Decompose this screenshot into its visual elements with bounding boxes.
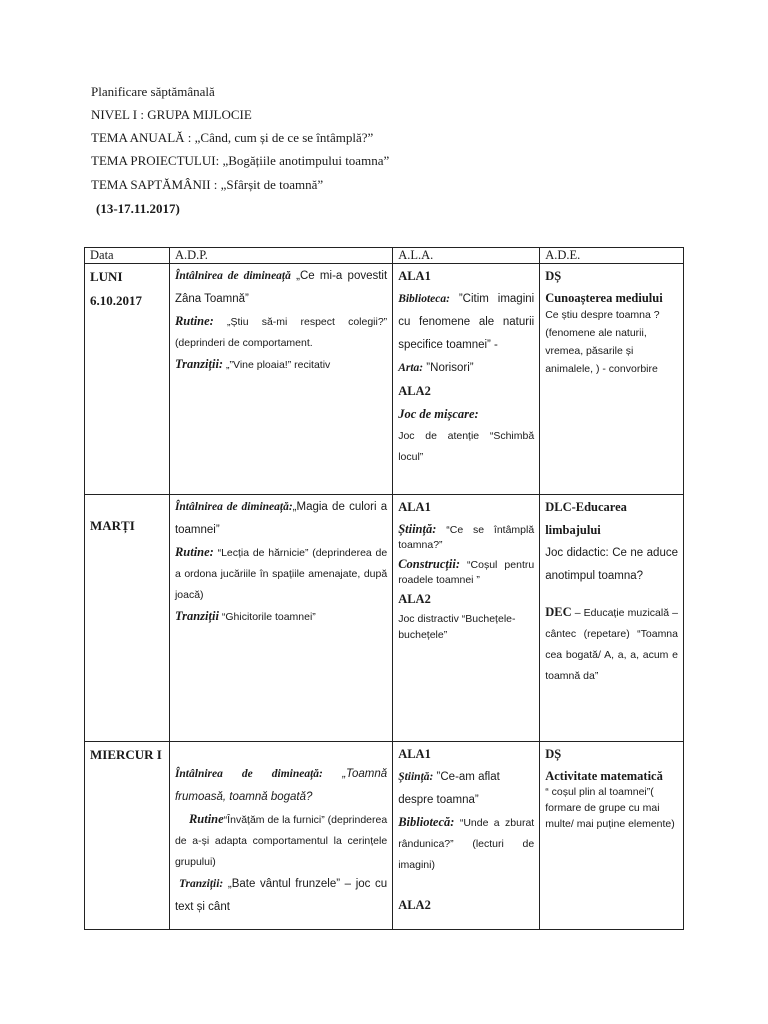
ala2-label: ALA2 bbox=[398, 898, 431, 912]
ala1-label: ALA1 bbox=[398, 269, 431, 283]
biblioteca-label: Bibliotecă: bbox=[398, 815, 455, 829]
day-label: MARȚI bbox=[90, 518, 135, 533]
ade-cell bbox=[540, 742, 684, 930]
ds-label: DȘ bbox=[545, 269, 562, 283]
dlc-label: DLC-Educarea limbajului bbox=[545, 500, 627, 537]
intalnire-text: „Ce mi-a povestit Zâna Toamnă” bbox=[174, 270, 388, 305]
rutine-entry bbox=[175, 542, 387, 606]
ala1-label: ALA1 bbox=[398, 500, 431, 514]
table-row bbox=[85, 264, 684, 495]
day-date: 6.10.2017 bbox=[90, 293, 142, 308]
tema-proiectului: TEMA PROIECTULUI: „Bogățiile anotimpului toamna” bbox=[91, 153, 390, 168]
ds-label: DȘ bbox=[545, 747, 562, 761]
day-label: MIERCUR I bbox=[90, 747, 162, 762]
arta-text: ”Norisori” bbox=[423, 362, 474, 374]
tranzitii-entry bbox=[175, 873, 387, 919]
col-header-ade: A.D.E. bbox=[540, 248, 684, 264]
tranzitii-text: „Bate vântul frunzele” – joc cu text și cânt bbox=[174, 878, 388, 913]
intalnire-label: Întâlnirea de dimineață bbox=[174, 270, 291, 282]
intalnire-text: „Magia de culori a toamnei” bbox=[174, 501, 388, 536]
joc-text: Joc distractiv “Buchețele-buchețele” bbox=[398, 613, 516, 641]
constructii-label: Construcții: bbox=[398, 557, 461, 571]
ade-cell bbox=[540, 495, 684, 742]
rutine-text: „Știu să-mi respect colegii?” (deprinderi de comportament. bbox=[174, 316, 388, 349]
constructii-entry bbox=[398, 557, 534, 588]
intalnire-entry bbox=[175, 265, 387, 311]
ade-cell bbox=[540, 264, 684, 495]
arta-label: Arta: bbox=[398, 362, 424, 374]
biblioteca-entry bbox=[398, 288, 534, 357]
tranzitii-label: Tranziții bbox=[174, 609, 219, 623]
constructii-text: “Coșul pentru roadele toamnei ” bbox=[398, 559, 535, 586]
day-cell bbox=[85, 742, 170, 930]
rutine-text: “Învățăm de la furnici” (deprinderea de a-și adapta comportamentul la cerințele grupului) bbox=[174, 814, 388, 868]
joc-miscare-text: Joc de atenție “Schimbă locul” bbox=[398, 430, 535, 463]
stiinta-text: “Ce se întâmplă toamna?” bbox=[398, 524, 535, 551]
planning-table bbox=[84, 247, 684, 930]
ala2-label: ALA2 bbox=[398, 384, 431, 398]
rutine-entry bbox=[175, 311, 387, 354]
tema-anuala: TEMA ANUALĂ : „Când, cum și de ce se întâmplă?” bbox=[91, 130, 374, 145]
ala1-label: ALA1 bbox=[398, 747, 431, 761]
day-label: LUNI bbox=[90, 269, 123, 284]
tema-saptamanii: TEMA SAPTĂMÂNII : „Sfârșit de toamnă” bbox=[91, 177, 324, 192]
intalnire-entry bbox=[175, 763, 387, 809]
rutine-label: Rutine: bbox=[174, 314, 214, 328]
stiinta-entry bbox=[398, 522, 534, 553]
arta-entry bbox=[398, 357, 534, 380]
biblioteca-text: ”Citim imagini cu fenomene ale naturii specifice toamnei” - bbox=[398, 293, 535, 351]
col-header-data: Data bbox=[85, 248, 170, 264]
intalnire-label: Întâlnirea de dimineață: bbox=[174, 501, 293, 513]
intalnire-label: Întâlnirea de dimineață: bbox=[174, 768, 323, 780]
dec-label: DEC bbox=[545, 605, 572, 619]
table-row bbox=[85, 495, 684, 742]
activity-title: Activitate matematică bbox=[545, 769, 663, 783]
col-header-ala: A.L.A. bbox=[393, 248, 540, 264]
ala-cell bbox=[393, 264, 540, 495]
biblioteca-label: Biblioteca: bbox=[398, 293, 450, 305]
day-cell bbox=[85, 264, 170, 495]
day-cell bbox=[85, 495, 170, 742]
activity-text: Ce știu despre toamna ? (fenomene ale naturii, vremea, păsarile și animalele, ) - convorbire bbox=[545, 309, 660, 375]
tranzitii-entry bbox=[175, 354, 387, 376]
stiinta-text: ”Ce-am aflat despre toamna” bbox=[398, 771, 500, 806]
biblioteca-entry bbox=[398, 812, 534, 876]
table-row bbox=[85, 742, 684, 930]
dlc-text: Joc didactic: Ce ne aduce anotimpul toamna? bbox=[545, 547, 678, 582]
dec-text: – Educație muzicală – cântec (repetare) “Toamna cea bogată/ A, a, a, acum e toamnă da” bbox=[545, 607, 678, 682]
intalnire-entry bbox=[175, 496, 387, 542]
activity-title: Cunoașterea mediului bbox=[545, 291, 663, 305]
nivel-line: NIVEL I : GRUPA MIJLOCIE bbox=[91, 107, 252, 122]
stiinta-label: Știință: bbox=[398, 771, 434, 783]
table-header-row bbox=[85, 248, 684, 264]
tranzitii-text: „”Vine ploaia!” recitativ bbox=[223, 359, 331, 371]
biblioteca-text: “Unde a zburat rândunica?” (lecturi de imagini) bbox=[398, 817, 535, 871]
tranzitii-label: Tranziții: bbox=[178, 878, 224, 890]
rutine-text: “Lecția de hărnicie” (deprinderea de a ordona jucăriile în spațiile amenajate, după joacă) bbox=[174, 547, 388, 601]
col-header-adp: A.D.P. bbox=[169, 248, 392, 264]
rutine-label: Rutine bbox=[188, 812, 224, 826]
tranzitii-entry bbox=[175, 606, 387, 628]
adp-cell bbox=[169, 264, 392, 495]
intalnire-text: „Toamnă frumoasă, toamnă bogată? bbox=[174, 768, 388, 803]
ala-cell bbox=[393, 742, 540, 930]
adp-cell bbox=[169, 742, 392, 930]
joc-miscare-label: Joc de mișcare: bbox=[398, 407, 479, 421]
adp-cell bbox=[169, 495, 392, 742]
stiinta-entry bbox=[398, 766, 534, 812]
ala2-label: ALA2 bbox=[398, 592, 431, 606]
dec-entry bbox=[545, 602, 678, 687]
rutine-entry bbox=[175, 809, 387, 873]
tranzitii-label: Tranziții: bbox=[174, 357, 224, 371]
rutine-label: Rutine: bbox=[174, 545, 214, 559]
doc-title: Planificare săptămânală bbox=[91, 84, 215, 99]
ala-cell bbox=[393, 495, 540, 742]
stiinta-label: Știință: bbox=[398, 522, 437, 536]
date-range: (13-17.11.2017) bbox=[96, 201, 180, 216]
activity-text: “ coșul plin al toamnei”( formare de grupe cu mai multe/ mai puține elemente) bbox=[545, 786, 675, 830]
tranzitii-text: “Ghicitorile toamnei” bbox=[218, 611, 316, 623]
